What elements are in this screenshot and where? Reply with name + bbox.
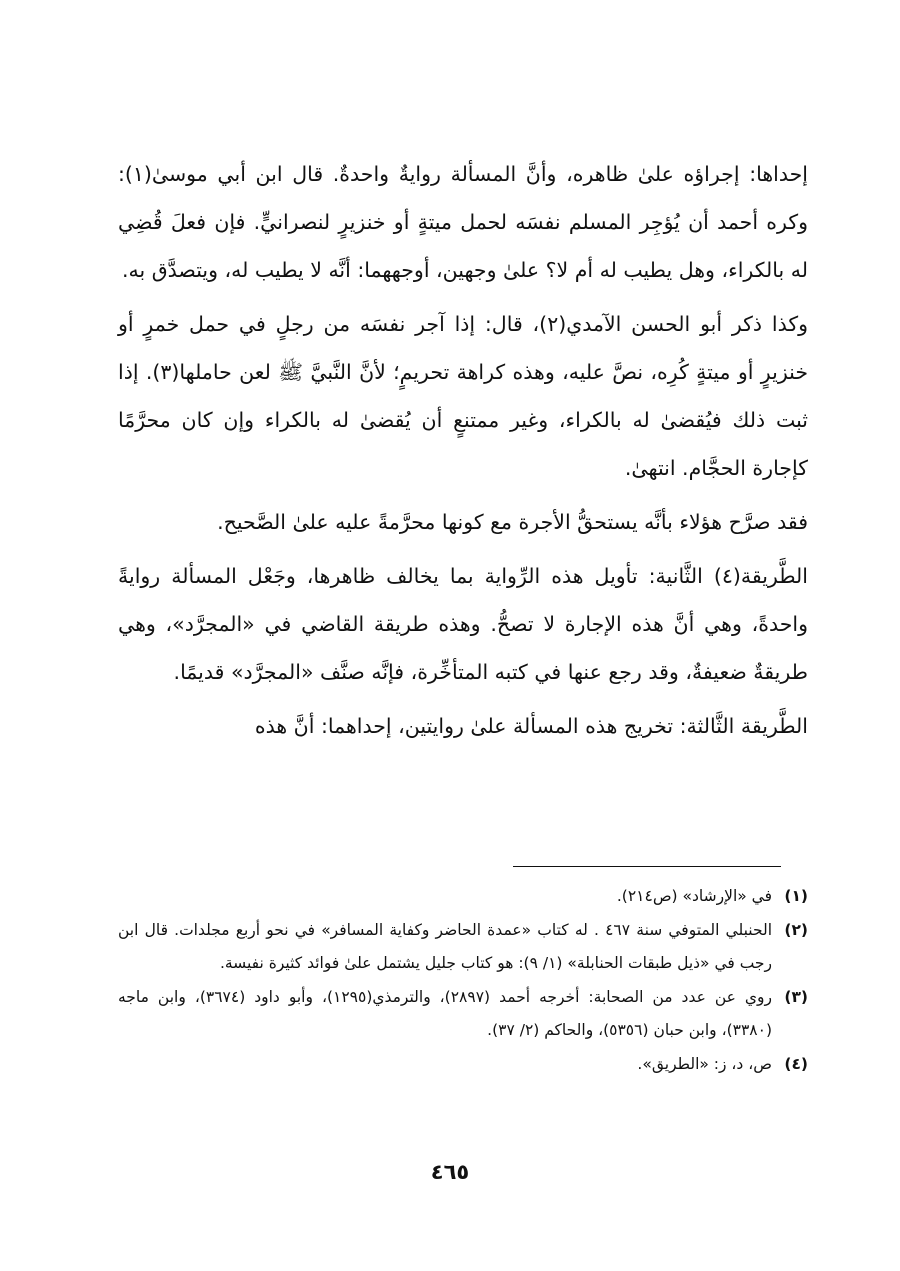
footnote-text: في «الإرشاد» (ص٢١٤).	[616, 887, 772, 905]
footnote-text: روي عن عدد من الصحابة: أخرجه أحمد (٢٨٩٧)، والترمذي(١٢٩٥)، وأبو داود (٣٦٧٤)، وابن ماجه (٣٣٨٠)، وابن حبان (٥٣٥٦)، والحاكم (٢/ ٣٧).	[118, 988, 772, 1039]
paragraph-3: فقد صرَّح هؤلاء بأنَّه يستحقُّ الأجرة مع كونها محرَّمةً عليه علىٰ الصَّحيح.	[217, 510, 808, 534]
main-text-block	[118, 150, 808, 750]
footnote-number: (٣)	[784, 988, 808, 1006]
footnote-number: (٤)	[784, 1055, 808, 1073]
footnote-divider	[513, 866, 781, 867]
footnote-4	[118, 1048, 808, 1081]
paragraph-5: الطَّريقة الثَّالثة: تخريج هذه المسألة علىٰ روايتين، إحداهما: أنَّ هذه	[254, 714, 808, 738]
footnote-1	[118, 880, 808, 913]
paragraph-1: إحداها: إجراؤه علىٰ ظاهره، وأنَّ المسألة روايةٌ واحدةٌ. قال ابن أبي موسىٰ(١): وكره أحمد أن يُؤجِر المسلم نفسَه لحمل ميتةٍ أو خنزيرٍ لنصرانيٍّ. فإن فعلَ قُضِي له بالكراء، وهل يطيب له أم لا؟ علىٰ وجهين، أوجههما: أنَّه لا يطيب له، ويتصدَّق به.	[118, 162, 808, 282]
paragraph-4: الطَّريقة(٤) الثَّانية: تأويل هذه الرِّواية بما يخالف ظاهرها، وجَعْل المسألة روايةً واحدةً، وهي أنَّ هذه الإجارة لا تصحُّ. وهذه طريقة القاضي في «المجرَّد»، وهي طريقةٌ ضعيفةٌ، وقد رجع عنها في كتبه المتأخِّرة، فإنَّه صنَّف «المجرَّد» قديمًا.	[118, 564, 808, 684]
footnote-3	[118, 981, 808, 1047]
footnote-number: (١)	[784, 887, 808, 905]
page-number: ٤٦٥	[430, 1160, 470, 1184]
footnotes	[118, 880, 808, 1082]
footnote-2	[118, 914, 808, 980]
footnote-number: (٢)	[784, 921, 808, 939]
footnote-text: الحنبلي المتوفي سنة ٤٦٧ . له كتاب «عمدة الحاضر وكفاية المسافر» في نحو أربع مجلدات. قال ابن رجب في «ذيل طبقات الحنابلة» (١/ ٩): هو كتاب جليل يشتمل علىٰ فوائد كثيرة نفيسة.	[118, 921, 772, 972]
paragraph-2: وكذا ذكر أبو الحسن الآمدي(٢)، قال: إذا آجر نفسَه من رجلٍ في حمل خمرٍ أو خنزيرٍ أو ميتةٍ كُرِه، نصَّ عليه، وهذه كراهة تحريمٍ؛ لأنَّ النَّبيَّ ﷺ لعن حاملها(٣). إذا ثبت ذلك فيُقضىٰ له بالكراء، وغير ممتنعٍ أن يُقضىٰ له بالكراء وإن كان محرَّمًا كإجارة الحجَّام. انتهىٰ.	[118, 312, 808, 480]
footnote-text: ص، د، ز: «الطريق».	[637, 1055, 772, 1073]
